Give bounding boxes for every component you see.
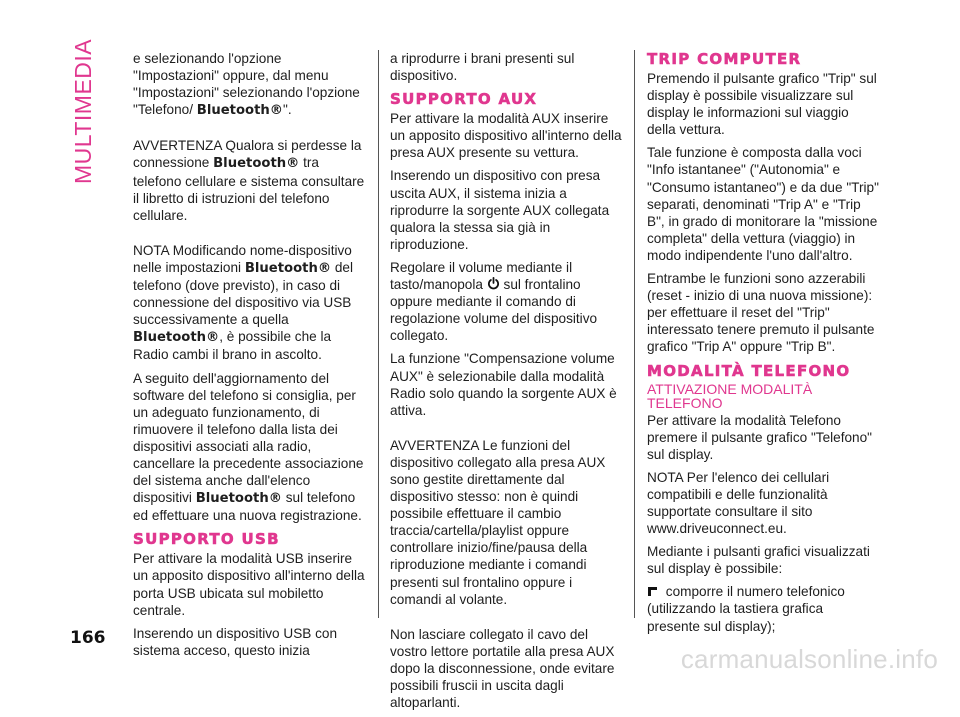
note-paragraph: NOTA Per l'elenco dei cellulari compatibili e delle funzionalità supportate consultare il sito www.driveuconnect.eu.: [647, 469, 830, 537]
paragraph: Non lasciare collegato il cavo del vostro lettore portatile alla presa AUX dopo la disconnessione, onde evitare possibili fruscii in uscita dagli altoparlanti.: [390, 626, 615, 711]
paragraph: a riprodurre i brani presenti sul dispositivo.: [390, 51, 575, 84]
paragraph: Per attivare la modalità Telefono premere il pulsante grafico "Telefono" sul display.: [647, 412, 873, 462]
text-column-1: [133, 50, 365, 665]
paragraph: Regolare il volume mediante il tasto/manopola sul frontalino oppure mediante il comando di regolazione volume del dispositivo collegato.: [390, 259, 598, 344]
paragraph: Per attivare la modalità AUX inserire un apposito dispositivo all'interno della presa AUX presente su vettura.: [390, 111, 622, 161]
note-paragraph: NOTA Modificando nome-dispositivo nelle impostazioni Bluetooth® del telefono (dove previsto), in caso di connessione del dispositivo via USB successivamente a quella Bluetooth®, è possibile che la Radio cambi il brano in ascolto.: [133, 242, 353, 363]
watermark: carmanualsonline.info: [680, 644, 938, 674]
bluetooth-term: Bluetooth®: [244, 260, 332, 276]
warning-paragraph: AVVERTENZA Qualora si perdesse la connessione Bluetooth® tra telefono cellulare e sistema consultare il libretto di istruzioni del telefono cellulare.: [133, 138, 365, 223]
power-icon: [487, 277, 500, 290]
section-heading-trip-computer: TRIP COMPUTER: [647, 50, 802, 68]
section-heading-usb: SUPPORTO USB: [133, 530, 280, 549]
paragraph: Mediante i pulsanti grafici visualizzati sul display è possibile:: [647, 544, 870, 577]
paragraph: Inserendo un dispositivo USB con sistema acceso, questo inizia: [133, 625, 338, 658]
paragraph: La funzione "Compensazione volume AUX" è selezionabile dalla modalità Radio solo quando la sorgente AUX è attiva.: [390, 351, 617, 418]
warning-paragraph: AVVERTENZA Le funzioni del dispositivo collegato alla presa AUX sono gestite direttamente dal dispositivo stesso: non è quindi possibile effettuare il cambio traccia/cartella/playlist oppure controllare inizio/fine/pausa della riproduzione mediante i comandi presenti sul frontalino oppure i comandi al volante.: [390, 437, 606, 607]
text-column-3: [647, 50, 879, 641]
bluetooth-term: Bluetooth®: [133, 330, 220, 346]
bullet-item: comporre il numero telefonico (utilizzando la tastiera grafica presente sul display);: [647, 584, 845, 634]
bullet-icon: [647, 586, 658, 597]
bluetooth-term: Bluetooth®: [213, 156, 300, 172]
section-heading-phone-mode: MODALITÀ TELEFONO: [647, 361, 851, 380]
column-divider: [634, 50, 635, 618]
text-column-2: [390, 50, 622, 717]
paragraph: Inserendo un dispositivo con presa uscita AUX, il sistema inizia a riprodurre la sorgente AUX collegata qualora la stessa sia già in riproduzione.: [390, 168, 610, 252]
paragraph: e selezionando l'opzione "Impostazioni" oppure, dal menu "Impostazioni" selezionando l'opzione "Telefono/ Bluetooth®".: [133, 51, 360, 119]
paragraph: Premendo il pulsante grafico "Trip" sul display è possibile visualizzare sul display le informazioni sul viaggio della vettura.: [647, 71, 877, 138]
section-side-title: MULTIMEDIA: [70, 38, 96, 184]
bluetooth-term: Bluetooth®: [195, 491, 282, 507]
bluetooth-term: Bluetooth®: [196, 103, 283, 119]
page-number: 166: [70, 628, 106, 648]
paragraph: Per attivare la modalità USB inserire un apposito dispositivo all'interno della porta USB ubicata sul mobiletto centrale.: [133, 551, 365, 618]
paragraph: Entrambe le funzioni sono azzerabili (reset - inizio di una nuova missione): per effettuare il reset del "Trip" interessato tenere premuto il pulsante grafico "Trip A" oppure "Trip B".: [647, 271, 875, 355]
column-divider: [378, 50, 379, 618]
section-heading-aux: SUPPORTO AUX: [390, 90, 538, 109]
subheading-activate-phone-mode: ATTIVAZIONE MODALITÀ TELEFONO: [647, 380, 813, 411]
paragraph: Tale funzione è composta dalla voci "Info istantanee" ("Autonomia" e "Consumo istantaneo") e da due "Trip" separati, denominati "Trip A" e "Trip B", in grado di monitorare la "missione completa" della vettura (viaggio) in modo indipendente l'uno dall'altro.: [647, 145, 879, 263]
paragraph: A seguito dell'aggiornamento del software del telefono si consiglia, per un adeguato funzionamento, di rimuovere il telefono dalla lista dei dispositivi associati alla radio, cancellare la precedente associazione del sistema anche dall'elenco dispositivi Bluetooth® sul telefono ed effettuare una nuova registrazione.: [133, 370, 364, 524]
